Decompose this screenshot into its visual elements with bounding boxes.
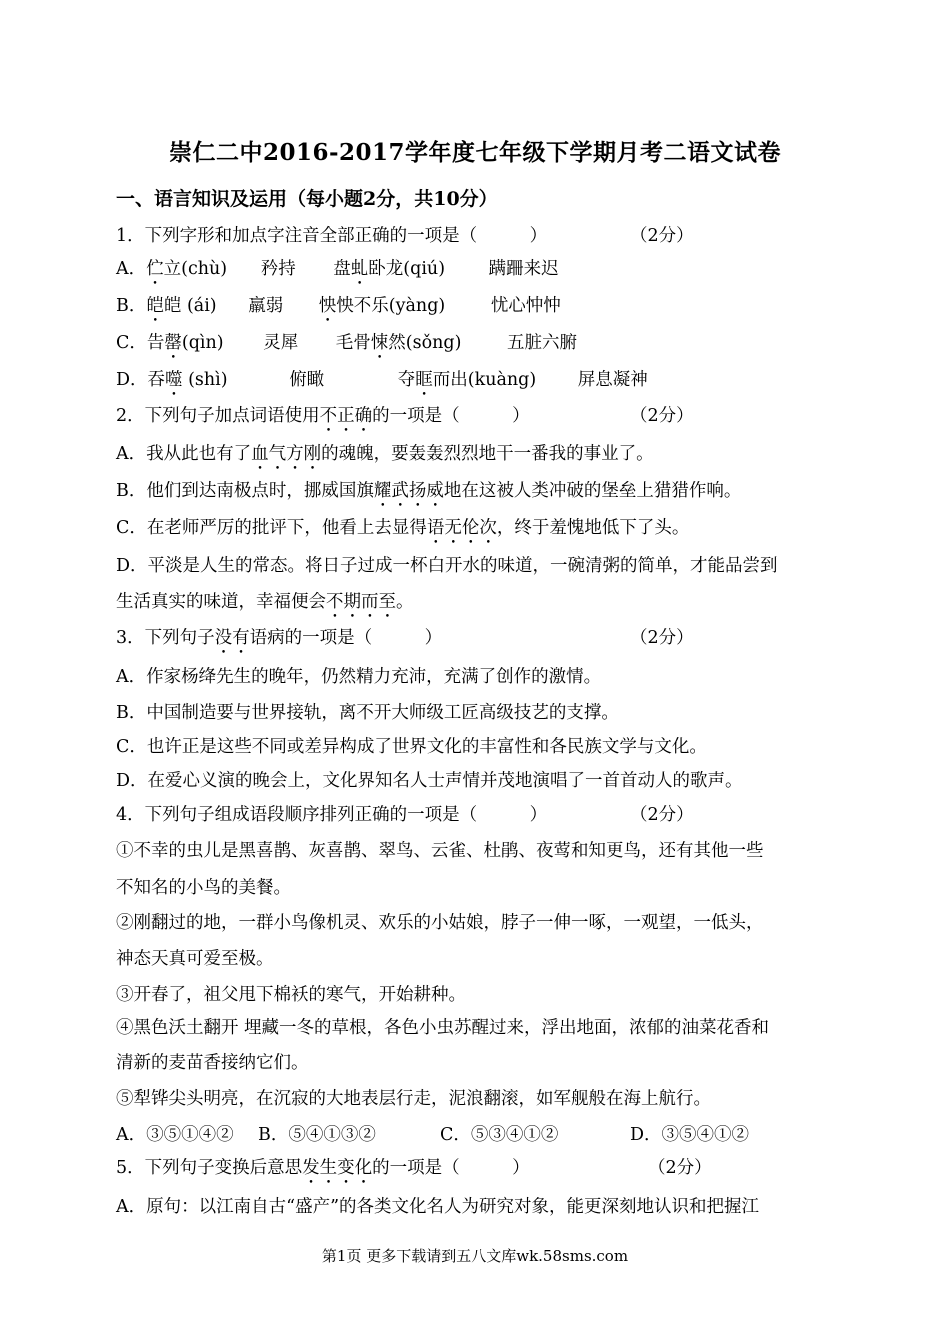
question-2-option-d-line1: D．平淡是人生的常态。将日子过成一杯白开水的味道，一碗清粥的简单，才能品尝到 [116,556,778,576]
question-1-option-a: A．伫立(chù) 矜持 盘虬卧龙(qiú) 蹒跚来迟 [116,259,559,279]
question-2-option-c: C．在老师严厉的批评下，他看上去显得语无伦次，终于羞愧地低下了头。 [116,518,690,538]
page-footer: 第1页 更多下载请到五八文库wk.58sms.com [321,1247,629,1265]
question-2-stem: 2．下列句子加点词语使用不正确的一项是（ ） [116,406,530,426]
question-5-option-a: A．原句：以江南自古“盛产”的各类文化名人为研究对象，能更深刻地认识和把握江 [116,1197,760,1217]
sentence-4-line1: ④黑色沃土翻开 埋藏一冬的草根，各色小虫苏醒过来，浮出地面，浓郁的油菜花香和 [116,1018,770,1038]
sentence-5: ⑤犁铧尖头明亮，在沉寂的大地表层行走，泥浪翻滚，如军舰般在海上航行。 [116,1089,711,1109]
question-2-option-d-line2: 生活真实的味道，幸福便会不期而至。 [116,592,414,612]
question-1-option-d: D．吞噬 (shì) 俯瞰 夺眶而出(kuàng) 屏息凝神 [116,370,648,390]
question-4-option-c: C．⑤③④①② [440,1125,559,1145]
section-heading: 一、语言知识及运用（每小题2分，共10分） [116,188,498,210]
sentence-3: ③开春了，祖父甩下棉袄的寒气，开始耕种。 [116,985,466,1005]
page-title: 崇仁二中2016-2017学年度七年级下学期月考二语文试卷 [168,139,782,166]
question-1-stem: 1．下列字形和加点字注音全部正确的一项是（ ） [116,226,548,246]
sentence-1-line1: ①不幸的虫儿是黑喜鹊、灰喜鹊、翠鸟、云雀、杜鹃、夜莺和知更鸟，还有其他一些 [116,841,764,861]
sentence-2-line1: ②刚翻过的地，一群小鸟像机灵、欢乐的小姑娘，脖子一伸一啄，一观望，一低头， [116,913,764,933]
question-1-option-c: C．告罄(qìn) 灵犀 毛骨悚然(sǒng) 五脏六腑 [116,333,578,353]
question-3-option-d: D．在爱心义演的晚会上，文化界知名人士声情并茂地演唱了一首首动人的歌声。 [116,771,743,791]
question-3-points: （2分） [630,628,694,648]
sentence-2-line2: 神态天真可爱至极。 [116,949,274,969]
question-5-points: （2分） [648,1158,712,1178]
question-4-option-d: D．③⑤④①② [630,1125,750,1145]
question-3-option-b: B．中国制造要与世界接轨，离不开大师级工匠高级技艺的支撑。 [116,703,619,723]
question-4-points: （2分） [630,805,694,825]
question-2-option-b: B．他们到达南极点时，挪威国旗耀武扬威地在这被人类冲破的堡垒上猎猎作响。 [116,481,742,501]
question-1-option-b: B．皑皑 (ái) 羸弱 怏怏不乐(yàng) 忧心忡忡 [116,296,561,316]
question-3-option-c: C．也许正是这些不同或差异构成了世界文化的丰富性和各民族文学与文化。 [116,737,707,757]
sentence-4-line2: 清新的麦苗香接纳它们。 [116,1053,309,1073]
question-4-stem: 4．下列句子组成语段顺序排列正确的一项是（ ） [116,805,548,825]
sentence-1-line2: 不知名的小鸟的美餐。 [116,878,291,898]
question-3-stem: 3．下列句子没有语病的一项是（ ） [116,628,443,648]
question-4-option-b: B．⑤④①③② [258,1125,376,1145]
question-5-stem: 5．下列句子变换后意思发生变化的一项是（ ） [116,1158,530,1178]
question-3-option-a: A．作家杨绛先生的晚年，仍然精力充沛，充满了创作的激情。 [116,667,602,687]
question-4-option-a: A．③⑤①④② [116,1125,234,1145]
question-2-points: （2分） [630,406,694,426]
question-1-points: （2分） [630,226,694,246]
question-2-option-a: A．我从此也有了血气方刚的魂魄，要轰轰烈烈地干一番我的事业了。 [116,444,654,464]
